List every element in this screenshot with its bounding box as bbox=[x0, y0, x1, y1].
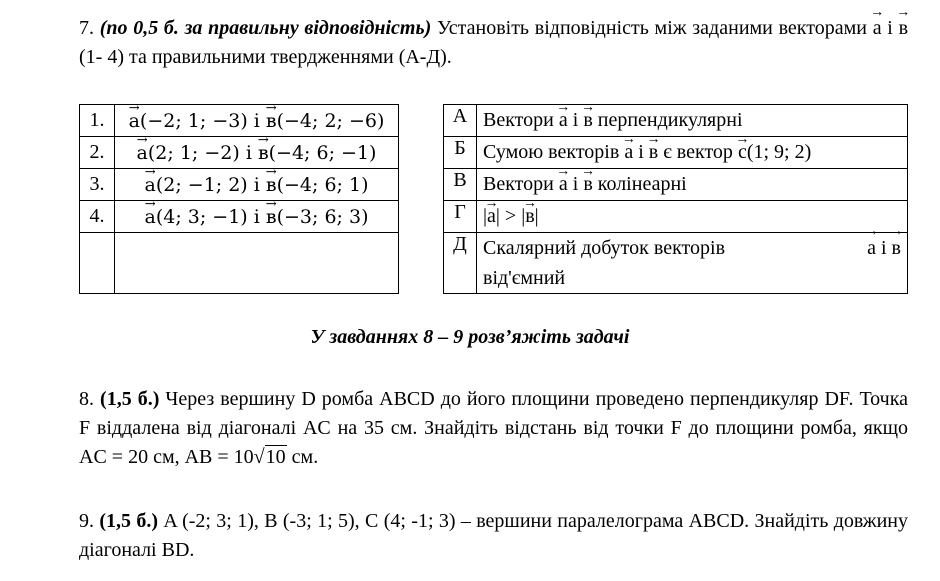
statement-row bbox=[444, 169, 908, 201]
vectors-row bbox=[80, 105, 399, 137]
statement-letter: А bbox=[444, 105, 477, 137]
task8-number: 8. bbox=[79, 388, 94, 410]
vector-b-coords: (−4; 6; 1) bbox=[276, 173, 369, 196]
statement-letter: Г bbox=[444, 201, 477, 233]
vector-a: → a bbox=[145, 174, 156, 196]
vector-a: → a bbox=[867, 233, 876, 263]
statement-text-2: від'ємний bbox=[483, 267, 566, 289]
vector-b: → в bbox=[258, 142, 269, 164]
vector-b-coords: (−4; 6; −1) bbox=[268, 141, 377, 164]
section-heading: У завданнях 8 – 9 розв’яжіть задачі bbox=[310, 326, 630, 348]
empty-cell bbox=[115, 233, 399, 294]
task9-number: 9. bbox=[79, 510, 94, 532]
statement-row bbox=[444, 233, 908, 294]
vector-b: → в bbox=[649, 141, 658, 164]
task8-text: Через вершину D ромба ABCD до його площини проведено перпендикуляр DF. Точка F віддалена від діагоналі AC на 35 см. Знайдіть відстань від точки F до площини ромба, якщо AC = 20 см, AB = 10 bbox=[79, 388, 909, 468]
vectors-table bbox=[79, 104, 399, 294]
conj-i: і bbox=[247, 173, 266, 196]
task7-statement bbox=[79, 14, 908, 72]
vectors-row bbox=[80, 137, 399, 169]
sqrt-expression: √10 bbox=[253, 446, 286, 468]
conj-i: і bbox=[247, 205, 266, 228]
statement-row bbox=[444, 105, 908, 137]
vector-b: → в bbox=[899, 14, 908, 43]
vector-c: → c bbox=[738, 141, 747, 164]
vector-a: → a bbox=[487, 205, 496, 228]
vector-b: → в bbox=[583, 173, 592, 196]
conj-i: і bbox=[239, 141, 258, 164]
statement-row bbox=[444, 201, 908, 233]
statement-text: Вектори → a і → в перпендикулярні bbox=[477, 105, 908, 137]
task8-statement bbox=[79, 385, 908, 472]
vector-a: → a bbox=[145, 206, 156, 228]
vector-a: → a bbox=[559, 173, 568, 196]
vector-pair bbox=[115, 137, 399, 169]
vector-b: → в bbox=[583, 109, 592, 132]
row-number: 2. bbox=[80, 137, 115, 169]
task9-points: (1,5 б.) bbox=[99, 510, 159, 532]
vector-b: → в bbox=[266, 206, 277, 228]
vector-a: → a bbox=[559, 109, 568, 132]
empty-cell bbox=[80, 233, 115, 294]
statement-text-1: Скалярний добуток векторів bbox=[483, 237, 726, 259]
task8-unit: см. bbox=[286, 446, 319, 468]
statement-text: Вектори → a і → в колінеарні bbox=[477, 169, 908, 201]
task7-points: (по 0,5 б. за правильну відповідність) bbox=[99, 17, 432, 39]
vector-b: → в bbox=[266, 174, 277, 196]
vector-b: → в bbox=[892, 233, 901, 263]
row-number: 4. bbox=[80, 201, 115, 233]
vector-b: → в bbox=[266, 110, 277, 132]
task9-statement bbox=[79, 507, 908, 565]
conj-i: і bbox=[881, 17, 899, 39]
vector-b: → в bbox=[525, 205, 534, 228]
conj-i: і bbox=[247, 109, 266, 132]
task7-text-2: (1- 4) та правильними твердженнями (А-Д). bbox=[79, 46, 452, 68]
statements-table bbox=[443, 104, 908, 294]
vector-a: → a bbox=[137, 142, 148, 164]
vector-pair bbox=[115, 105, 399, 137]
statement-letter: Б bbox=[444, 137, 477, 169]
sqrt-radicand: 10 bbox=[265, 446, 286, 468]
row-number: 1. bbox=[80, 105, 115, 137]
vector-pair bbox=[115, 169, 399, 201]
vector-a-coords: (2; 1; −2) bbox=[147, 141, 240, 164]
task9-text: A (-2; 3; 1), B (-3; 1; 5), C (4; -1; 3) – вершини паралелограма ABCD. Знайдіть довжину діагоналі BD. bbox=[79, 510, 908, 561]
vector-pair bbox=[115, 201, 399, 233]
vector-b-coords: (−4; 2; −6) bbox=[276, 109, 385, 132]
vector-a-coords: (−2; 1; −3) bbox=[139, 109, 248, 132]
statement-letter: Д bbox=[444, 233, 477, 294]
vector-a: → a bbox=[624, 141, 633, 164]
vector-a-coords: (2; −1; 2) bbox=[155, 173, 248, 196]
vector-a-coords: (4; 3; −1) bbox=[155, 205, 248, 228]
vector-a: → a bbox=[129, 110, 140, 132]
task7-text-1: Установіть відповідність між заданими векторами bbox=[431, 17, 873, 39]
vector-pair bbox=[867, 233, 901, 263]
row-number: 3. bbox=[80, 169, 115, 201]
statement-text: Сумою векторів → a і → в є вектор → c(1; 9; 2) bbox=[477, 137, 908, 169]
statement-text bbox=[477, 233, 908, 294]
task8-points: (1,5 б.) bbox=[100, 388, 160, 410]
statement-text: |→ a| > |→ в| bbox=[477, 201, 908, 233]
vectors-row-empty bbox=[80, 233, 399, 294]
vector-b-coords: (−3; 6; 3) bbox=[276, 205, 369, 228]
statement-letter: В bbox=[444, 169, 477, 201]
vectors-row bbox=[80, 201, 399, 233]
statement-row bbox=[444, 137, 908, 169]
vectors-row bbox=[80, 169, 399, 201]
vector-a: → a bbox=[873, 14, 882, 43]
task7-number: 7. bbox=[79, 17, 94, 39]
conj-i: і bbox=[875, 237, 892, 259]
